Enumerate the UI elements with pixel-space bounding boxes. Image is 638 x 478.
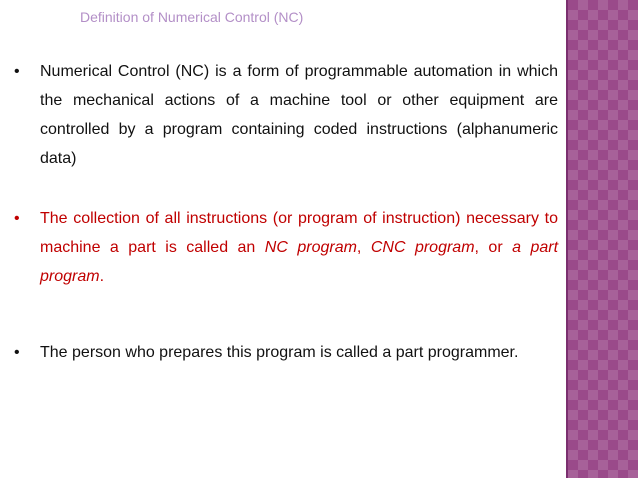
- term-part-program: a part program: [40, 239, 559, 285]
- bullet-marker: •: [14, 344, 20, 361]
- bullet-part-programmer: The person who prepares this program is called a part programmer.: [40, 344, 519, 361]
- bullet-nc-definition: Numerical Control (NC) is a form of programmable automation in which the mechanical actions of a machine tool or other equipment are controlled by a program containing coded instructions (alphanumeric data): [40, 63, 558, 167]
- bullet-marker: •: [14, 63, 20, 80]
- bullet-marker: •: [14, 210, 20, 227]
- bullet-text: ,: [356, 239, 371, 256]
- term-cnc-program: CNC program: [370, 239, 475, 256]
- term-nc-program: NC program: [264, 239, 357, 256]
- bullet-text: The collection of all instructions (or program of instruction) necessary to machine a part is called an: [40, 210, 558, 256]
- bullet-text: .: [99, 268, 105, 285]
- bullet-text: , or: [474, 239, 513, 256]
- bullet-nc-program: [40, 204, 558, 291]
- decorative-side-band: [568, 0, 638, 478]
- slide-title: Definition of Numerical Control (NC): [80, 9, 304, 25]
